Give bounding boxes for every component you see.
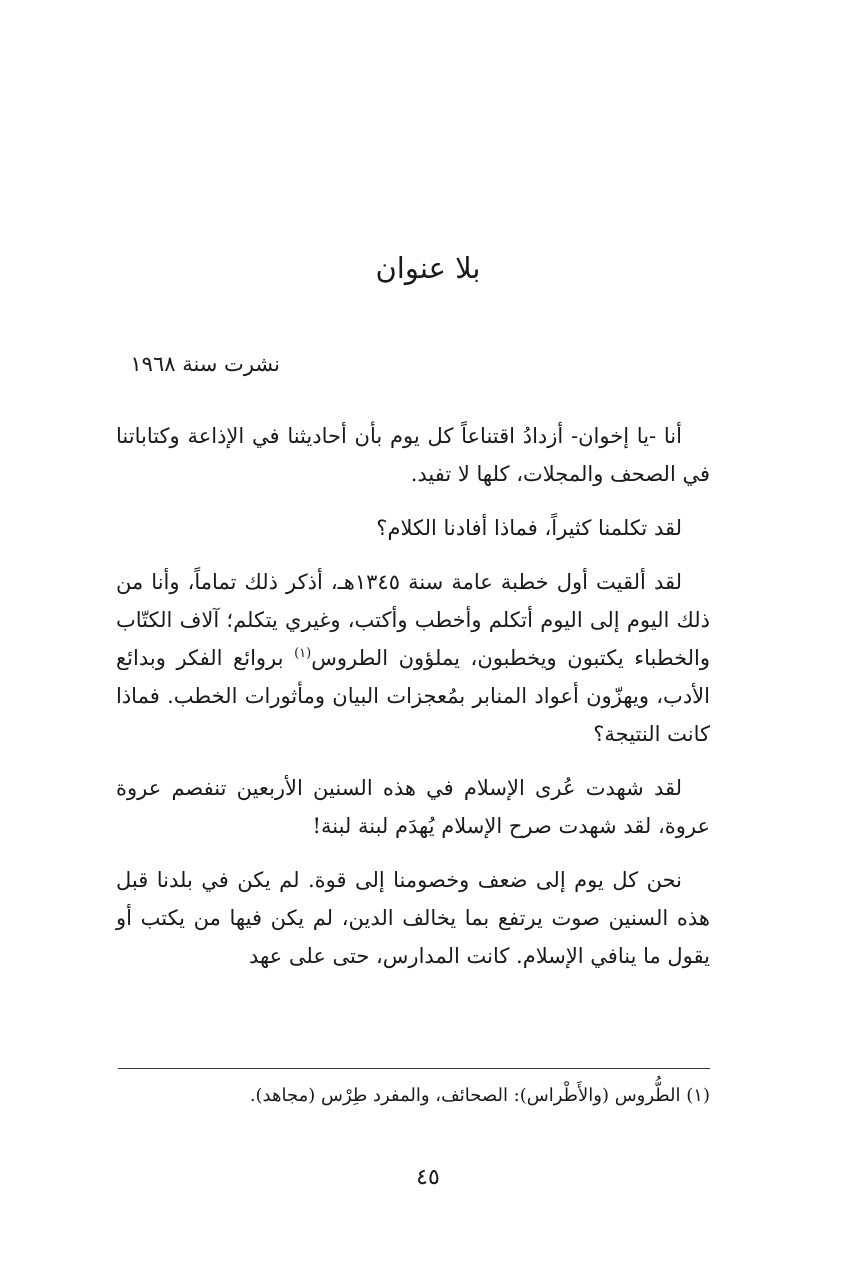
paragraph-2: لقد تكلمنا كثيراً، فماذا أفادنا الكلام؟ <box>376 516 682 540</box>
footnote: (١) الطُّروس (والأَطْراس): الصحائف، والمفرد طِرْس (مجاهد). <box>249 1085 710 1106</box>
paragraph-4: لقد شهدت عُرى الإسلام في هذه السنين الأربعين تنفصم عروة عروة، لقد شهدت صرح الإسلام يُهدَم لبنة لبنة! <box>116 776 710 838</box>
page-number: ٤٥ <box>416 1165 440 1190</box>
paragraph-3-text-b: بروائع الفكر وبدائع الأدب، ويهزّون أعواد المنابر بمُعجزات البيان ومأثورات الخطب. فماذا كانت النتيجة؟ <box>116 646 710 746</box>
chapter-title: بلا عنوان <box>375 251 481 285</box>
publication-note: نشرت سنة ١٩٦٨ <box>130 352 280 376</box>
body-text <box>116 417 710 991</box>
footnote-divider <box>118 1068 710 1069</box>
paragraph-5: نحن كل يوم إلى ضعف وخصومنا إلى قوة. لم يكن في بلدنا قبل هذه السنين صوت يرتفع بما يخالف الدين، لم يكن فيها من يكتب أو يقول ما ينافي الإسلام. كانت المدارس، حتى على عهد <box>116 868 710 968</box>
paragraph-3 <box>116 563 710 753</box>
paragraph-1: أنا -يا إخوان- أزدادُ اقتناعاً كل يوم بأن أحاديثنا في الإذاعة وكتاباتنا في الصحف والمجلات، كلها لا تفيد. <box>116 424 710 486</box>
footnote-marker: (١) <box>294 646 312 661</box>
paragraph-3-text-a: لقد ألقيت أول خطبة عامة سنة ١٣٤٥هـ، أذكر ذلك تماماً، وأنا من ذلك اليوم إلى اليوم أتكلم وأخطب وأكتب، وغيري يتكلم؛ آلاف الكتّاب والخطباء يكتبون ويخطبون، يملؤون الطروس <box>116 570 711 670</box>
